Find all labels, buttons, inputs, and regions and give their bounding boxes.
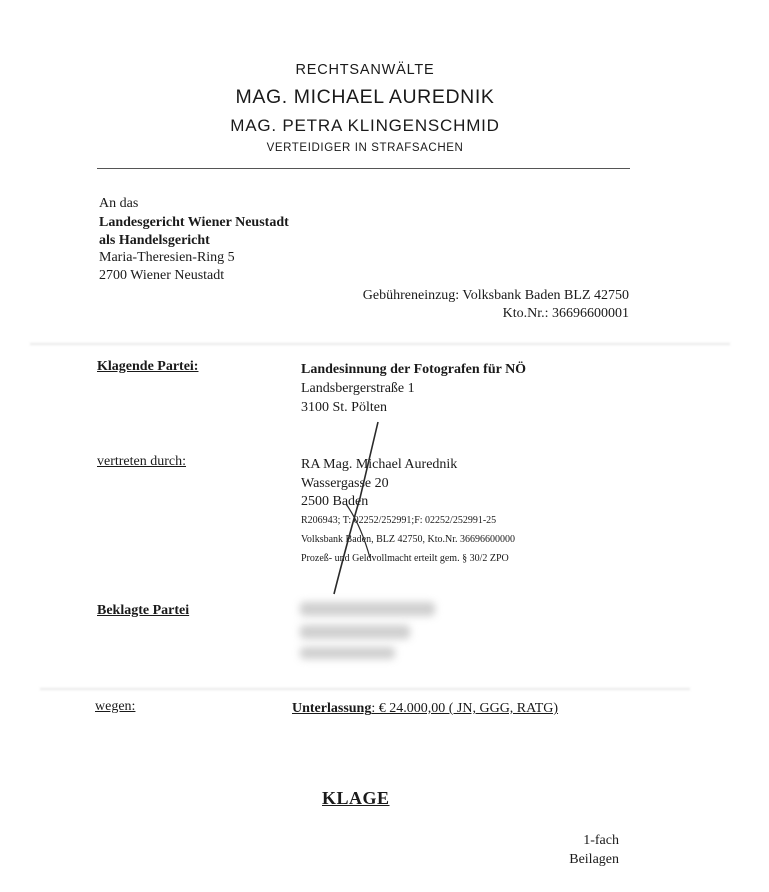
representative-bank: Volksbank Baden, BLZ 42750, Kto.Nr. 36696600000 [301,534,515,545]
recipient-city: 2700 Wiener Neustadt [99,268,225,283]
plaintiff-label: Klagende Partei: [97,359,199,374]
lawyer-name-2: MAG. PETRA KLINGENSCHMID [230,116,500,135]
plaintiff-name: Landesinnung der Fotografen für NÖ [301,362,527,377]
enclosure-copies: 1-fach [583,833,619,848]
subject-line [292,701,558,717]
firm-title: RECHTSANWÄLTE [295,62,435,78]
fee-line-1: Gebühreneinzug: Volksbank Baden BLZ 42750 [362,288,629,303]
redacted-defendant-name [300,602,435,616]
fee-line-2: Kto.Nr.: 36696600001 [502,306,629,321]
scan-artifact-line [30,343,730,345]
representative-label: vertreten durch: [97,454,187,469]
representative-contact: R206943; T: 02252/252991;F: 02252/252991-25 [301,515,497,526]
recipient-court-line2: als Handelsgericht [99,233,210,248]
document-title: KLAGE [322,788,390,808]
subject-type: Unterlassung [292,701,372,716]
scan-artifact-line [40,688,690,690]
recipient-salutation: An das [99,196,139,211]
defendant-label: Beklagte Partei [97,603,190,618]
subject-label: wegen: [95,699,136,714]
redacted-defendant-street [300,625,410,639]
representative-mandate: Prozeß- und Geldvollmacht erteilt gem. § 30/2 ZPO [301,553,509,564]
representative-street: Wassergasse 20 [301,476,389,491]
firm-specialty: VERTEIDIGER IN STRAFSACHEN [266,142,464,154]
representative-name: RA Mag. Michael Aurednik [301,457,458,472]
plaintiff-street: Landsbergerstraße 1 [301,381,415,396]
lawyer-name-1: MAG. MICHAEL AUREDNIK [235,86,495,108]
enclosure-attachments: Beilagen [569,852,619,867]
header-divider [97,168,630,169]
plaintiff-city: 3100 St. Pölten [301,400,387,415]
redacted-defendant-city [300,647,395,659]
recipient-court-line1: Landesgericht Wiener Neustadt [99,215,289,230]
representative-city: 2500 Baden [301,494,369,509]
subject-amount: : € 24.000,00 ( JN, GGG, RATG) [371,701,559,716]
recipient-street: Maria-Theresien-Ring 5 [99,250,235,265]
signature-stroke [320,418,400,598]
